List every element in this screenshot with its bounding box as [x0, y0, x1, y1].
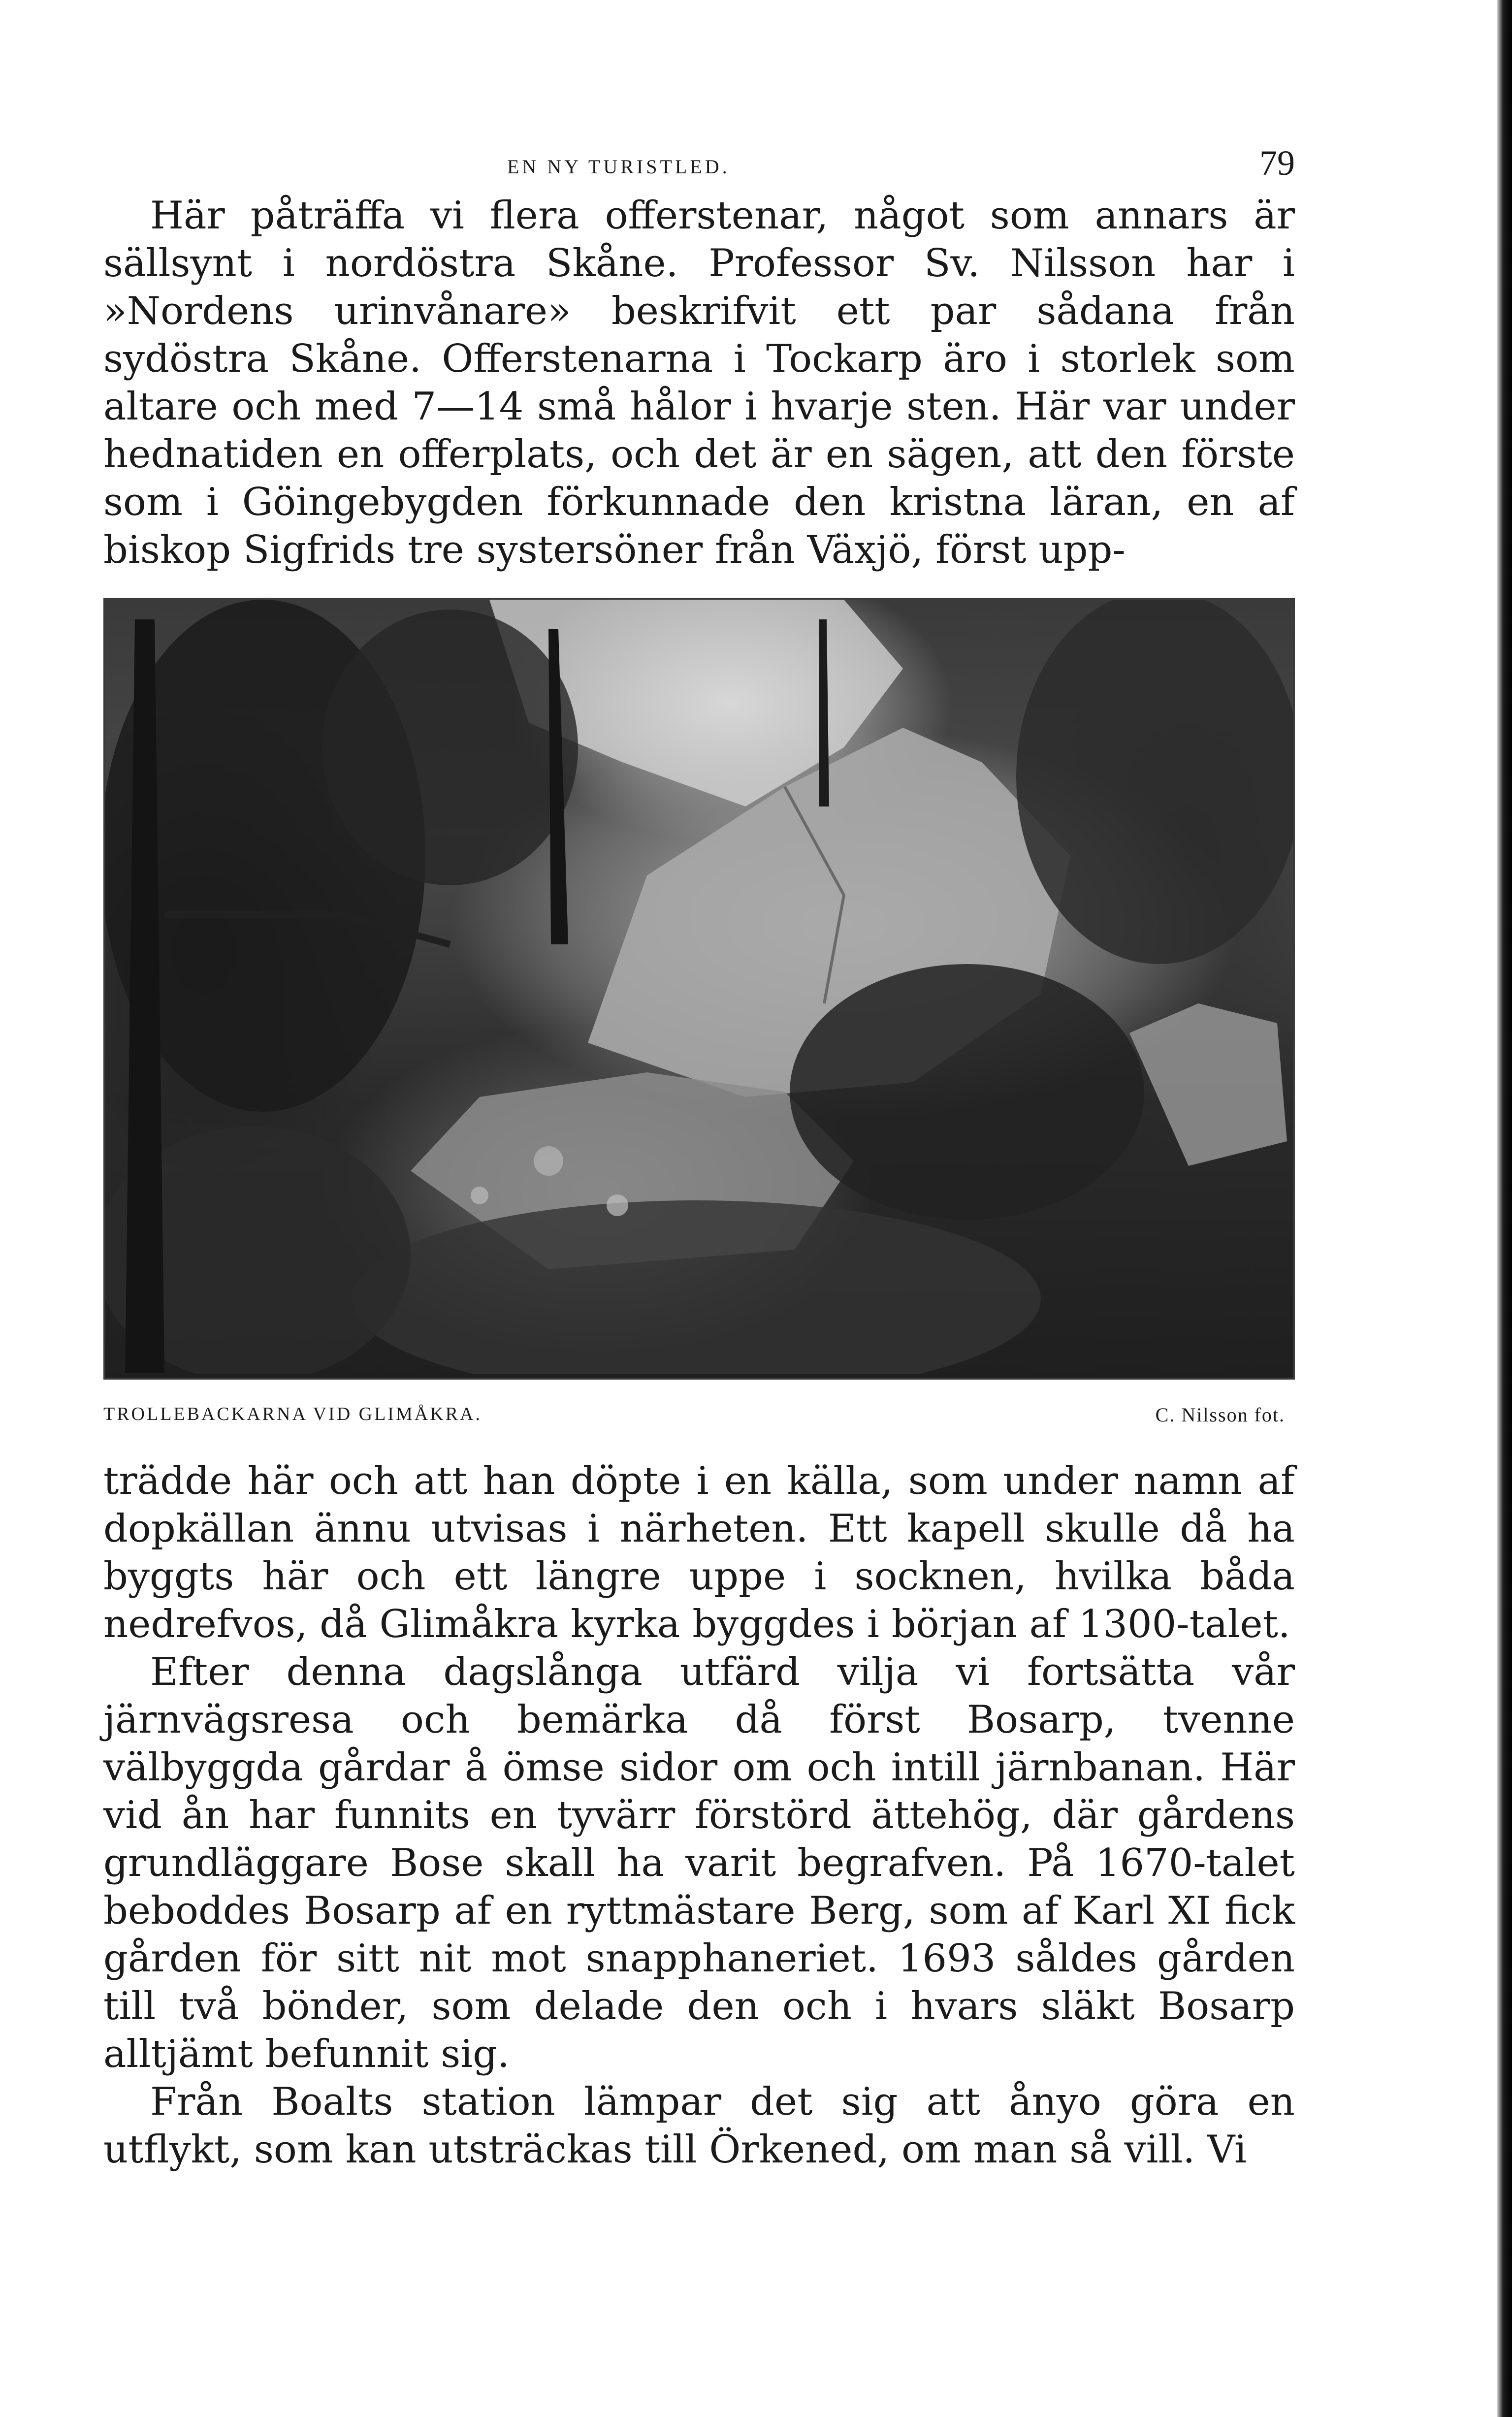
- paragraph-boalts: Från Boalts station lämpar det sig att ånyo göra en utflykt, som kan utsträckas till Örkened, om man så vill. Vi: [103, 2080, 1295, 2172]
- running-head: EN NY TURISTLED.: [507, 156, 730, 178]
- caption-credit: C. Nilsson fot.: [1155, 1404, 1285, 1426]
- page-number: 79: [1259, 143, 1295, 183]
- photograph-trollebackarna: [103, 598, 1295, 1380]
- page-header: [103, 133, 1295, 192]
- book-page: [103, 133, 1295, 2174]
- photo-illustration: [105, 600, 1293, 1374]
- caption-title: TROLLEBACKARNA VID GLIMÅKRA.: [103, 1404, 482, 1424]
- paragraph-continuation: trädde här och att han döpte i en källa, som under namn af dopkällan ännu utvisas i närheten. Ett kapell skulle då ha byggts här och ett längre uppe i socknen, hvilka båda nedrefvos, då Glimåkra kyrka byggdes i början af 1300-talet.: [103, 1459, 1295, 1646]
- paragraph-bosarp: Efter denna dagslånga utfärd vilja vi fortsätta vår järnvägsresa och bemärka då först Bosarp, tvenne välbyggda gårdar å ömse sidor om och intill järnbanan. Här vid ån har funnits en tyvärr förstörd ättehög, där gårdens grundläggare Bose skall ha varit begrafven. På 1670-talet beboddes Bosarp af en ryttmästare Berg, som af Karl XI fick gården för sitt nit mot snapphaneriet. 1693 såldes gården till två bönder, som delade den och i hvars släkt Bosarp alltjämt befunnit sig.: [103, 1650, 1295, 2076]
- paragraph-top: Här påträffa vi flera offerstenar, något som annars är sällsynt i nordöstra Skåne. Professor Sv. Nilsson har i »Nordens urinvånare» beskrifvit ett par sådana från sydöstra Skåne. Offerstenarna i Tockarp äro i storlek som altare och med 7—14 små hålor i hvarje sten. Här var under hednatiden en offerplats, och det är en sägen, att den förste som i Göingebygden förkunnade den kristna läran, en af biskop Sigfrids tre systersöner från Växjö, först upp-: [103, 193, 1295, 572]
- page-edge: [1497, 0, 1512, 2417]
- figure-caption: [103, 1398, 1295, 1438]
